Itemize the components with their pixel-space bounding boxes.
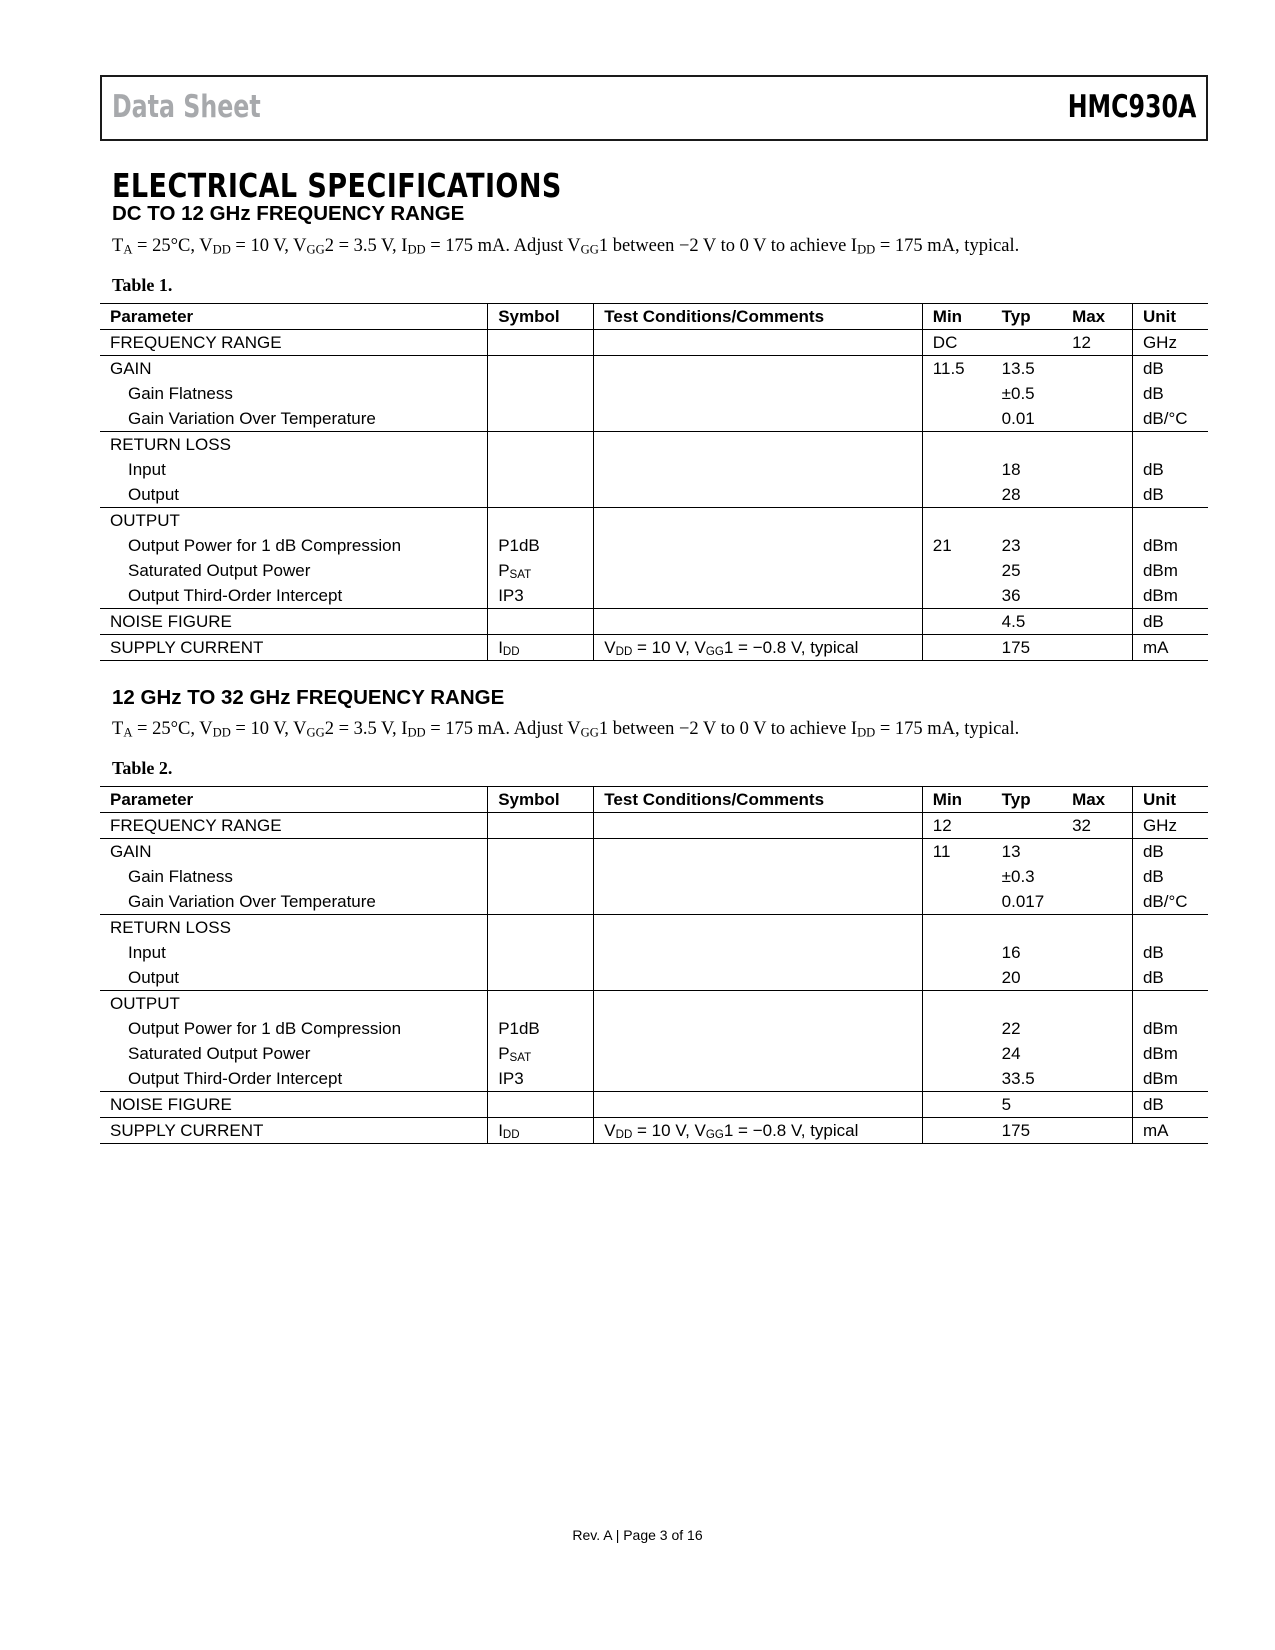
cell-parameter: Gain Variation Over Temperature: [100, 889, 488, 915]
cell-unit: dBm: [1132, 1066, 1208, 1092]
cell-symbol: P1dB: [488, 533, 594, 558]
cell-parameter: Saturated Output Power: [128, 1044, 311, 1063]
table-row: [100, 330, 1208, 356]
cell-parameter: RETURN LOSS: [110, 435, 231, 454]
section-1-conditions: $T_A = 25^\circ C$, $V_{DD} = 10$ V, $V_{GG}2 = 3.5$ V, $I_{DD} = 175$ mA. Adjust $V_{GG}1$ between −2 V to 0 V to achieve $I_{DD} = 175$ mA, typical.: [112, 236, 1020, 257]
cell-typ: 0.01: [992, 406, 1062, 432]
table-row: [100, 889, 1208, 915]
table-row: [100, 482, 1208, 508]
cell-min: [922, 864, 991, 889]
col-symbol: Symbol: [488, 787, 594, 813]
cell-typ: 20: [992, 965, 1062, 991]
table-header-row: [100, 304, 1208, 330]
table-row: [100, 457, 1208, 482]
cell-unit: mA: [1132, 635, 1208, 661]
cell-test-conditions: [594, 1016, 923, 1041]
cell-parameter: GAIN: [110, 359, 152, 378]
table-row: [100, 609, 1208, 635]
cell-unit: dB: [1132, 356, 1208, 382]
table-2: [100, 786, 1208, 1144]
cell-parameter: Gain Variation Over Temperature: [100, 406, 488, 432]
cell-typ: [992, 508, 1062, 534]
col-parameter: Parameter: [100, 304, 488, 330]
col-test-conditions: Test Conditions/Comments: [594, 787, 923, 813]
cell-test-conditions: [594, 558, 923, 583]
cell-parameter: NOISE FIGURE: [100, 1092, 488, 1118]
cell-unit: [1132, 432, 1208, 458]
cell-typ: 5: [992, 1092, 1062, 1118]
table-row: [100, 839, 1208, 865]
cell-parameter: Input: [128, 460, 166, 479]
cell-parameter: SUPPLY CURRENT: [100, 635, 488, 661]
table-row: [100, 583, 1208, 609]
table-row: [100, 406, 1208, 432]
cell-max: 12: [1062, 330, 1132, 356]
cell-max: [1062, 1118, 1132, 1144]
cell-parameter: Input: [128, 943, 166, 962]
table-row: [100, 991, 1208, 1017]
table-row: [100, 1016, 1208, 1041]
cell-symbol: [488, 482, 594, 508]
cell-min: [922, 508, 991, 534]
cell-symbol: IP3: [488, 583, 594, 609]
cell-symbol: IP3: [488, 1066, 594, 1092]
cell-parameter: SUPPLY CURRENT: [100, 1118, 488, 1144]
section-1-title: DC TO 12 GHz FREQUENCY RANGE: [112, 202, 465, 225]
cell-unit: dB: [1132, 940, 1208, 965]
table-row: [100, 1118, 1208, 1144]
cell-typ: [992, 915, 1062, 941]
cell-typ: 23: [1001, 536, 1021, 555]
cell-max: [1062, 356, 1132, 382]
cell-parameter: GAIN: [110, 842, 152, 861]
cell-typ: 18: [1001, 460, 1021, 479]
table-row: [100, 381, 1208, 406]
cell-typ: ±0.5: [1001, 384, 1035, 403]
table-row: [100, 864, 1208, 889]
col-max: Max: [1062, 787, 1132, 813]
cell-typ: [992, 432, 1062, 458]
col-symbol: Symbol: [488, 304, 594, 330]
cell-unit: dB: [1132, 1092, 1208, 1118]
cell-symbol: [488, 381, 594, 406]
cell-unit: mA: [1132, 1118, 1208, 1144]
cell-symbol: [488, 406, 594, 432]
table-row: [100, 915, 1208, 941]
table-row: [100, 1041, 1208, 1066]
cell-typ: [992, 330, 1062, 356]
cell-parameter: NOISE FIGURE: [100, 609, 488, 635]
cell-typ: 36: [992, 583, 1062, 609]
cell-symbol: $P_{SAT}$: [488, 1041, 594, 1066]
col-test-conditions: Test Conditions/Comments: [594, 304, 923, 330]
cell-symbol: $I_{DD}$: [488, 1118, 594, 1144]
cell-max: [1062, 1041, 1132, 1066]
table-header-row: [100, 787, 1208, 813]
cell-max: [1062, 1016, 1132, 1041]
table-2-label: Table 2.: [112, 758, 173, 778]
cell-min: [922, 1041, 991, 1066]
cell-min: 11: [922, 839, 991, 865]
cell-min: [922, 583, 991, 609]
cell-symbol: [488, 915, 594, 941]
cell-unit: dB: [1132, 609, 1208, 635]
cell-symbol: $I_{DD}$: [488, 635, 594, 661]
cell-test-conditions: [594, 915, 923, 941]
cell-typ: 24: [1001, 1044, 1021, 1063]
cell-typ: 16: [1001, 943, 1021, 962]
cell-max: [1062, 457, 1132, 482]
cell-unit: dBm: [1132, 1016, 1208, 1041]
cell-unit: [1132, 508, 1208, 534]
cell-symbol: [488, 432, 594, 458]
cell-typ: 13.5: [1001, 359, 1035, 378]
cell-symbol: [488, 457, 594, 482]
cell-unit: [1132, 991, 1208, 1017]
page-footer: Rev. A | Page 3 of 16: [572, 1527, 703, 1543]
cell-min: [922, 482, 991, 508]
cell-min: [922, 558, 991, 583]
cell-parameter: RETURN LOSS: [110, 918, 231, 937]
cell-max: [1062, 508, 1132, 534]
cell-max: [1062, 1066, 1132, 1092]
cell-parameter: Output Power for 1 dB Compression: [128, 1019, 402, 1038]
cell-parameter: Gain Flatness: [128, 384, 233, 403]
cell-max: [1062, 482, 1132, 508]
cell-typ: 25: [1001, 561, 1021, 580]
cell-min: [922, 635, 991, 661]
cell-max: [1062, 839, 1132, 865]
cell-symbol: [488, 356, 594, 382]
cell-min: 12: [922, 813, 991, 839]
cell-min: [922, 406, 991, 432]
cell-typ: [992, 991, 1062, 1017]
cell-min: [922, 609, 991, 635]
table-row: [100, 432, 1208, 458]
cell-typ: ±0.3: [1001, 867, 1035, 886]
cell-symbol: [488, 864, 594, 889]
col-parameter: Parameter: [100, 787, 488, 813]
cell-test-conditions: [594, 432, 923, 458]
cell-test-conditions: [594, 330, 923, 356]
cell-parameter: OUTPUT: [110, 994, 180, 1013]
cell-symbol: $P_{SAT}$: [488, 558, 594, 583]
cell-min: [922, 381, 991, 406]
cell-unit: GHz: [1132, 813, 1208, 839]
cell-min: [922, 915, 991, 941]
cell-symbol: [488, 508, 594, 534]
cell-min: [922, 889, 991, 915]
cell-typ: 175: [992, 1118, 1062, 1144]
table-row: [100, 940, 1208, 965]
cell-min: [922, 940, 991, 965]
cell-test-conditions: [594, 940, 923, 965]
cell-min: 21: [922, 533, 991, 558]
table-row: [100, 508, 1208, 534]
cell-unit: dB/°C: [1132, 889, 1208, 915]
cell-parameter: FREQUENCY RANGE: [100, 330, 488, 356]
cell-symbol: [488, 965, 594, 991]
cell-min: DC: [922, 330, 991, 356]
section-2-conditions: $T_A = 25^\circ C$, $V_{DD} = 10$ V, $V_{GG}2 = 3.5$ V, $I_{DD} = 175$ mA. Adjust $V_{GG}1$ between −2 V to 0 V to achieve $I_{DD} = 175$ mA, typical.: [112, 719, 1020, 740]
cell-max: [1062, 635, 1132, 661]
col-typ: Typ: [992, 304, 1062, 330]
cell-symbol: [488, 609, 594, 635]
cell-min: [922, 1016, 991, 1041]
cell-typ: 175: [992, 635, 1062, 661]
col-max: Max: [1062, 304, 1132, 330]
cell-max: [1062, 583, 1132, 609]
cell-symbol: [488, 991, 594, 1017]
cell-min: [922, 432, 991, 458]
cell-typ: 28: [992, 482, 1062, 508]
cell-min: 11.5: [922, 356, 991, 382]
cell-unit: dBm: [1132, 583, 1208, 609]
cell-symbol: [488, 330, 594, 356]
cell-parameter: FREQUENCY RANGE: [100, 813, 488, 839]
table-row: [100, 356, 1208, 382]
cell-test-conditions: [594, 356, 923, 382]
cell-min: [922, 1118, 991, 1144]
cell-symbol: [488, 1092, 594, 1118]
page-title: ELECTRICAL SPECIFICATIONS: [112, 166, 562, 205]
cell-typ: 22: [1001, 1019, 1021, 1038]
cell-unit: dB/°C: [1132, 406, 1208, 432]
cell-unit: dBm: [1132, 558, 1208, 583]
cell-max: [1062, 381, 1132, 406]
cell-test-conditions: [594, 991, 923, 1017]
cell-typ: 13: [1001, 842, 1021, 861]
table-row: [100, 558, 1208, 583]
cell-test-conditions: [594, 813, 923, 839]
cell-test-conditions: [594, 482, 923, 508]
cell-test-conditions: [594, 583, 923, 609]
cell-parameter: Output Third-Order Intercept: [100, 1066, 488, 1092]
cell-min: [922, 1066, 991, 1092]
cell-max: 32: [1062, 813, 1132, 839]
cell-test-conditions: [594, 457, 923, 482]
header-part-number: HMC930A: [1067, 89, 1196, 125]
cell-test-conditions: [594, 381, 923, 406]
col-min: Min: [922, 787, 991, 813]
cell-typ: 4.5: [992, 609, 1062, 635]
table-row: [100, 1066, 1208, 1092]
cell-test-conditions: [594, 533, 923, 558]
cell-max: [1062, 406, 1132, 432]
cell-unit: dB: [1132, 457, 1208, 482]
cell-test-conditions: [594, 889, 923, 915]
cell-test-conditions: [594, 406, 923, 432]
col-unit: Unit: [1132, 304, 1208, 330]
col-min: Min: [922, 304, 991, 330]
cell-test-conditions: [594, 508, 923, 534]
cell-test-conditions: [594, 965, 923, 991]
cell-parameter: Output Third-Order Intercept: [100, 583, 488, 609]
cell-parameter: Output: [100, 965, 488, 991]
cell-symbol: [488, 813, 594, 839]
cell-test-conditions: [594, 864, 923, 889]
table-1: [100, 303, 1208, 661]
cell-unit: dB: [1132, 965, 1208, 991]
cell-test-conditions: [594, 609, 923, 635]
col-unit: Unit: [1132, 787, 1208, 813]
cell-test-conditions: $V_{DD} = 10$ V, $V_{GG}1 = -0.8$ V, typical: [594, 1118, 923, 1144]
cell-max: [1062, 432, 1132, 458]
cell-symbol: [488, 940, 594, 965]
cell-min: [922, 1092, 991, 1118]
cell-test-conditions: $V_{DD} = 10$ V, $V_{GG}1 = -0.8$ V, typical: [594, 635, 923, 661]
cell-unit: GHz: [1132, 330, 1208, 356]
cell-symbol: P1dB: [488, 1016, 594, 1041]
cell-parameter: Output: [100, 482, 488, 508]
cell-test-conditions: [594, 839, 923, 865]
cell-max: [1062, 864, 1132, 889]
table-row: [100, 965, 1208, 991]
cell-max: [1062, 558, 1132, 583]
cell-min: [922, 991, 991, 1017]
cell-max: [1062, 965, 1132, 991]
cell-test-conditions: [594, 1092, 923, 1118]
section-2-title: 12 GHz TO 32 GHz FREQUENCY RANGE: [112, 686, 505, 709]
cell-max: [1062, 940, 1132, 965]
cell-max: [1062, 991, 1132, 1017]
cell-parameter: OUTPUT: [110, 511, 180, 530]
cell-unit: [1132, 915, 1208, 941]
cell-typ: 0.017: [992, 889, 1062, 915]
cell-max: [1062, 609, 1132, 635]
table-row: [100, 635, 1208, 661]
cell-unit: dB: [1132, 864, 1208, 889]
cell-min: [922, 965, 991, 991]
cell-unit: dB: [1132, 839, 1208, 865]
cell-typ: [992, 813, 1062, 839]
table-row: [100, 1092, 1208, 1118]
col-typ: Typ: [992, 787, 1062, 813]
cell-unit: dBm: [1132, 533, 1208, 558]
cell-parameter: Output Power for 1 dB Compression: [128, 536, 402, 555]
cell-test-conditions: [594, 1041, 923, 1066]
cell-min: [922, 457, 991, 482]
cell-test-conditions: [594, 1066, 923, 1092]
cell-parameter: Saturated Output Power: [128, 561, 311, 580]
cell-typ: 33.5: [992, 1066, 1062, 1092]
cell-max: [1062, 1092, 1132, 1118]
cell-unit: dB: [1132, 381, 1208, 406]
cell-symbol: [488, 839, 594, 865]
cell-unit: dBm: [1132, 1041, 1208, 1066]
table-1-label: Table 1.: [112, 275, 173, 295]
cell-unit: dB: [1132, 482, 1208, 508]
header-doc-type: Data Sheet: [112, 89, 261, 125]
table-row: [100, 533, 1208, 558]
cell-max: [1062, 533, 1132, 558]
cell-max: [1062, 915, 1132, 941]
table-row: [100, 813, 1208, 839]
cell-max: [1062, 889, 1132, 915]
page-header: [100, 75, 1208, 141]
cell-parameter: Gain Flatness: [128, 867, 233, 886]
cell-symbol: [488, 889, 594, 915]
